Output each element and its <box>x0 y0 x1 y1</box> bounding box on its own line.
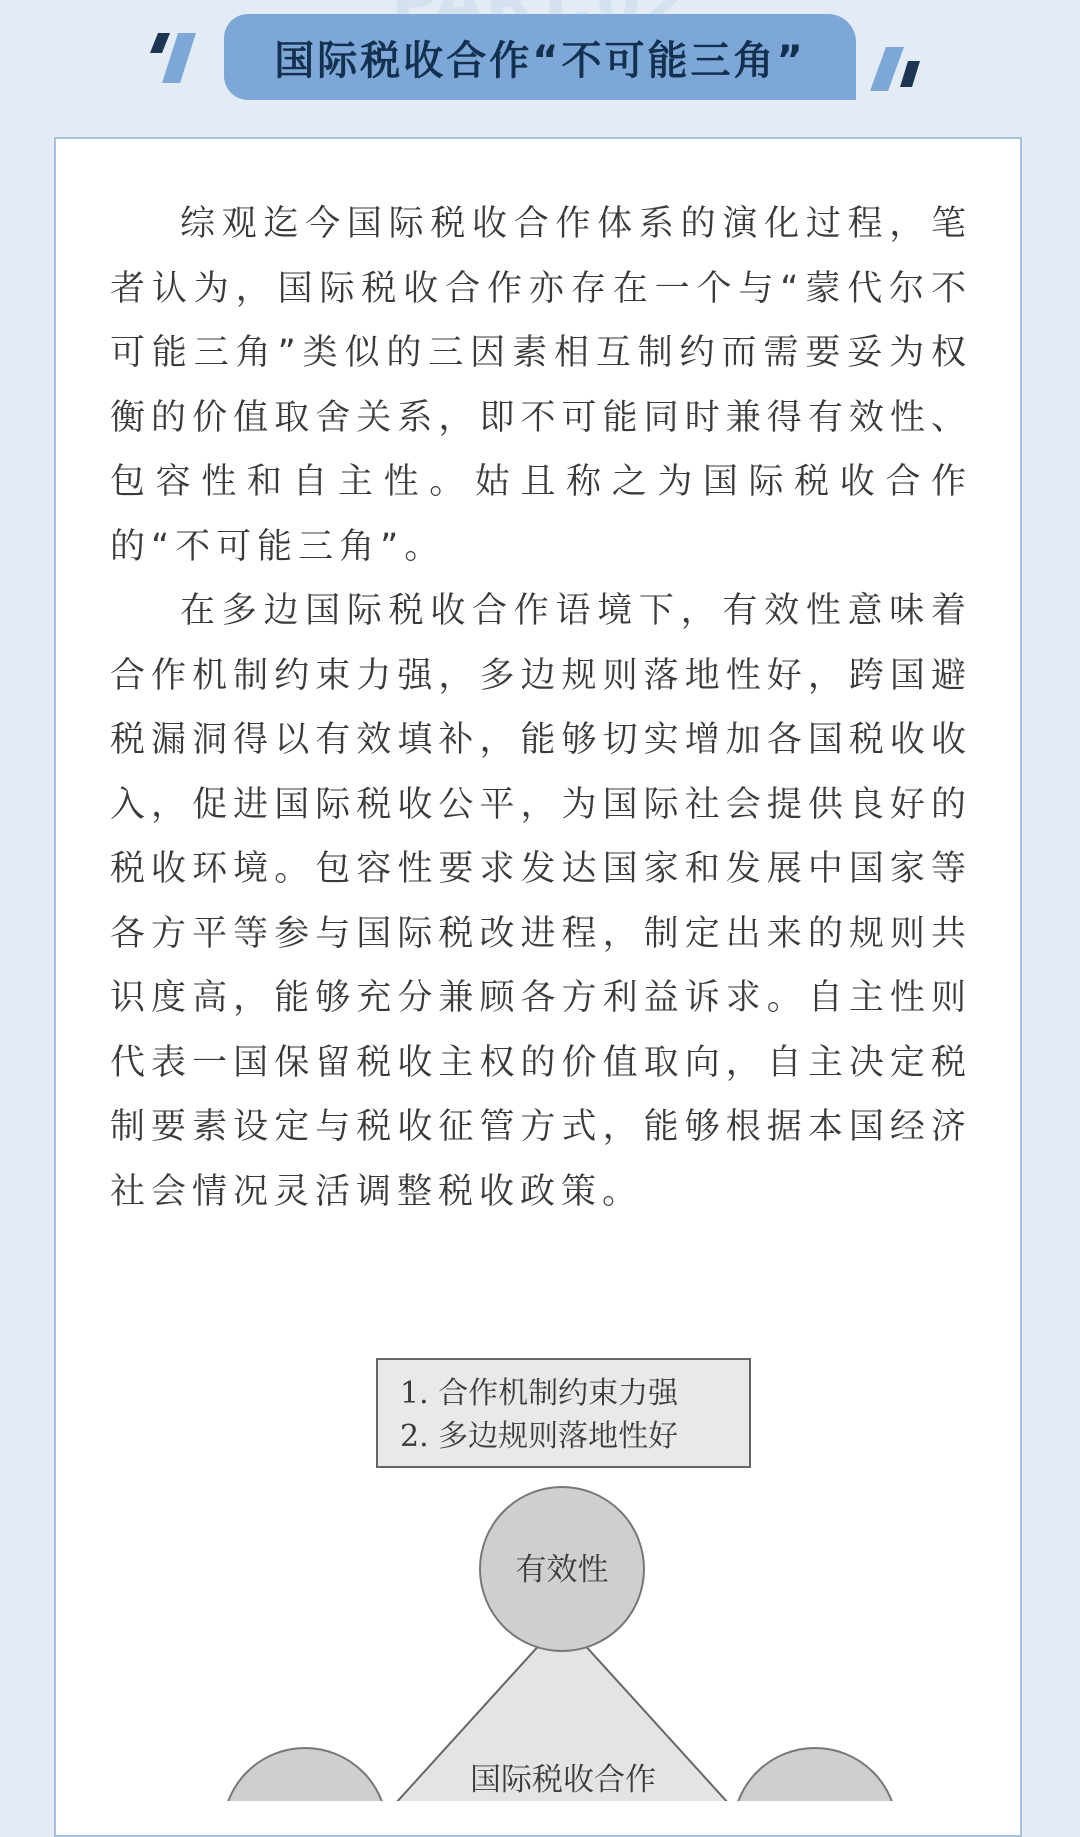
paragraph-2: 在多边国际税收合作语境下，有效性意味着合作机制约束力强，多边规则落地性好，跨国避税漏洞得以有效填补，能够切实增加各国税收收入，促进国际税收公平，为国际社会提供良好的税收环境。包容性要求发达国家和发展中国家等各方平等参与国际税改进程，制定出来的规则共识度高，能够充分兼顾各方利益诉求。自主性则代表一国保留税收主权的价值取向，自主决定税制要素设定与税收征管方式，能够根据本国经济社会情况灵活调整税收政策。 <box>110 591 972 1212</box>
node-effectiveness-label: 有效性 <box>515 1552 609 1588</box>
node-bottom-left <box>223 1748 387 1801</box>
page-title: 国际税收合作“不可能三角” <box>274 37 806 84</box>
triangle-center-label: 国际税收合作 <box>470 1762 656 1798</box>
decorative-slash-left-icon <box>150 33 212 83</box>
title-banner <box>224 14 856 100</box>
decorative-slash-right-icon <box>870 47 932 91</box>
paragraph-1: 综观迄今国际税收合作体系的演化过程，笔者认为，国际税收合作亦存在一个与“蒙代尔不可能三角”类似的三因素相互制约而需要妥为权衡的价值取舍关系，即不可能同时兼得有效性、包容性和自主性。姑且称之为国际税收合作的“不可能三角”。 <box>110 204 972 567</box>
node-bottom-right <box>733 1748 897 1801</box>
info-box-line-2: 2. 多边规则落地性好 <box>400 1419 679 1454</box>
info-box-line-1: 1. 合作机制约束力强 <box>400 1376 679 1411</box>
